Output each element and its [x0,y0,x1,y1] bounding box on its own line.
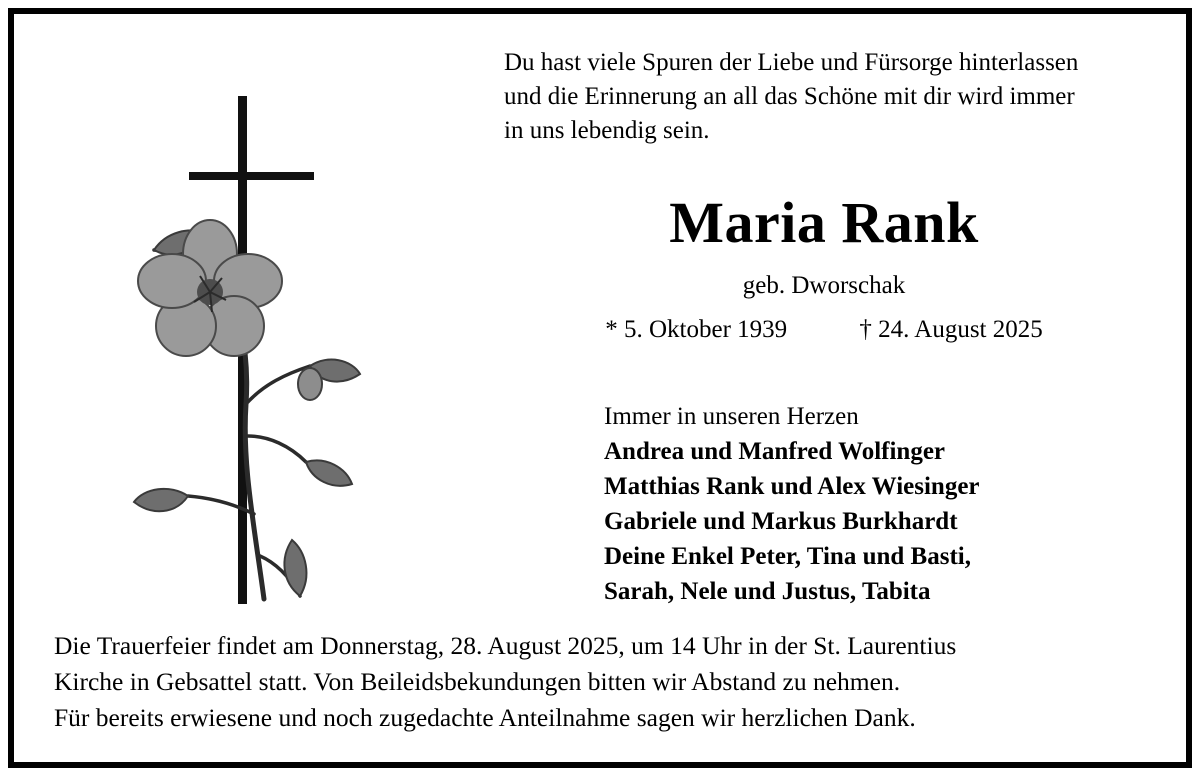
family-member: Deine Enkel Peter, Tina und Basti, [604,543,971,570]
family-intro: Immer in unseren Herzen [604,403,859,430]
funeral-details [54,628,1164,736]
cross-with-flower-icon [114,84,374,614]
card-border [8,8,1192,768]
quote-line: und die Erinnerung an all das Schöne mit dir wird immer [504,83,1075,110]
family-member: Sarah, Nele und Justus, Tabita [604,578,931,605]
life-dates [474,316,1174,344]
death-date: † 24. August 2025 [859,316,1043,343]
family-member: Gabriele und Markus Burkhardt [604,508,958,535]
family-member: Matthias Rank und Alex Wiesinger [604,473,980,500]
family-list [604,399,1174,609]
deceased-name: Maria Rank [669,190,979,255]
footer-line: Für bereits erwiesene und noch zugedachte Anteilnahme sagen wir herzlichen Dank. [54,703,916,732]
card-inner [14,14,1186,762]
maiden-name: geb. Dworschak [742,272,906,299]
quote-line: in uns lebendig sein. [504,117,710,144]
birth-date: * 5. Oktober 1939 [605,316,788,343]
footer-line: Die Trauerfeier findet am Donnerstag, 28. August 2025, um 14 Uhr in der St. Laurentius [54,631,957,660]
quote-line: Du hast viele Spuren der Liebe und Fürsorge hinterlassen [504,49,1079,76]
footer-line: Kirche in Gebsattel statt. Von Beileidsbekundungen bitten wir Abstand zu nehmen. [54,667,901,696]
family-member: Andrea und Manfred Wolfinger [604,438,946,465]
memorial-quote [504,46,1164,148]
